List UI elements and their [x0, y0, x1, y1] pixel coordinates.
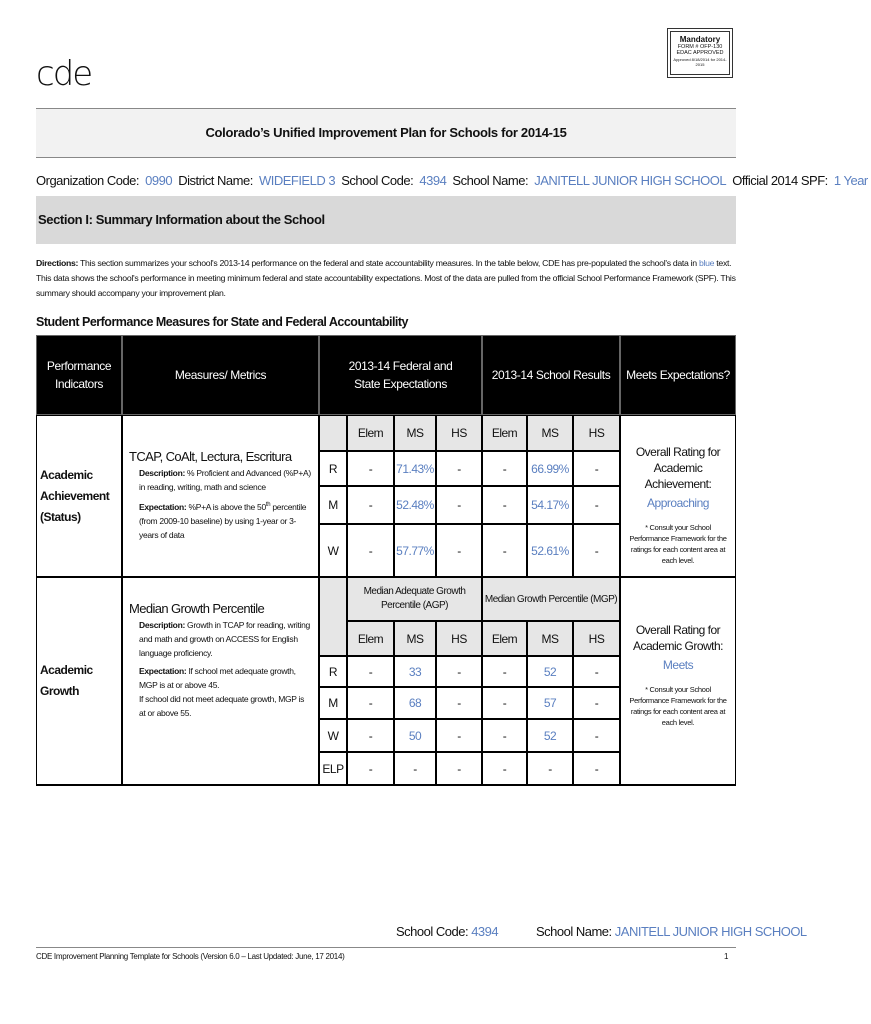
measure-expectation [129, 498, 312, 542]
level-header-hs: HS [436, 621, 482, 656]
expectation-cell: 68 [394, 687, 436, 719]
indicator-text: Academic Achievement (Status) [40, 467, 110, 524]
rating-value: Meets [662, 658, 694, 672]
result-cell: 52.61% [527, 524, 573, 577]
stamp-line: FORM # OFP-130 [677, 44, 723, 50]
section-heading: Section I: Summary Information about the School [36, 196, 736, 244]
header-measures [122, 335, 319, 415]
measure-growth [122, 577, 319, 785]
measure-description [129, 466, 312, 494]
subject-w: W [319, 719, 347, 752]
org-code-label: Organization Code: [36, 173, 140, 188]
subject-w: W [319, 524, 347, 577]
footer-value: JANITELL JUNIOR HIGH SCHOOL [614, 924, 807, 939]
meets-achievement [620, 415, 736, 577]
result-cell: 57 [527, 687, 573, 719]
rating-value: Approaching [647, 496, 709, 510]
directions-label: Directions: [36, 258, 79, 268]
expectation-cell: - [347, 451, 394, 486]
level-header-hs: HS [436, 415, 482, 451]
mgp-header-text: Median Growth Percentile (MGP) [484, 593, 618, 605]
stamp-line: Approved 8/18/2014 for 2014-2015 [673, 57, 727, 67]
result-cell: - [573, 752, 620, 785]
agp-header-text: Median Adequate Growth Percentile (AGP) [363, 586, 466, 611]
result-cell: - [482, 524, 527, 577]
level-header-hs: HS [573, 621, 620, 656]
footer-value: 4394 [471, 924, 499, 939]
header-text: Meets Expectations? [626, 368, 730, 382]
expectation-text: percentile (from 2009-10 baseline) by using 1-year or 3-years of data [139, 501, 307, 540]
expectation-cell: - [436, 656, 482, 687]
description-text: Growth in TCAP for reading, writing and math and growth on ACCESS for English language proficiency. [139, 620, 310, 658]
expectation-label: Expectation: [139, 501, 187, 512]
spf-value: 1 Year [833, 173, 868, 188]
expectation-cell: 57.77% [394, 524, 436, 577]
result-cell: - [482, 656, 527, 687]
result-cell: - [573, 687, 620, 719]
level-header-ms: MS [394, 621, 436, 656]
result-cell: - [527, 752, 573, 785]
footer-school-code [396, 924, 498, 939]
level-header-elem: Elem [347, 415, 394, 451]
rating-title: Overall Rating for Academic Growth: [632, 623, 724, 653]
footer-label: School Code: [396, 924, 469, 939]
rating-note: * Consult your School Performance Framework for the ratings for each content area at each level. [629, 685, 727, 727]
result-cell: 52 [527, 656, 573, 687]
expectation-cell: 52.48% [394, 486, 436, 524]
rating-note: * Consult your School Performance Framework for the ratings for each content area at each level. [629, 523, 727, 565]
mgp-header [482, 577, 620, 621]
result-cell: - [573, 451, 620, 486]
table-title: Student Performance Measures for State and Federal Accountability [36, 315, 408, 329]
measure-expectation [129, 664, 312, 720]
result-cell: - [573, 719, 620, 752]
subject-m: M [319, 687, 347, 719]
expectation-cell: 71.43% [394, 451, 436, 486]
org-info-line [36, 173, 871, 188]
description-label: Description: [139, 620, 185, 630]
header-indicators [36, 335, 122, 415]
footer-template-text: CDE Improvement Planning Template for Schools (Version 6.0 – Last Updated: June, 17 2014) [36, 952, 345, 961]
subject-elp: ELP [319, 752, 347, 785]
expectation-cell: - [347, 524, 394, 577]
district-label: District Name: [178, 173, 253, 188]
expectation-cell: - [436, 752, 482, 785]
expectation-cell: - [436, 719, 482, 752]
footer-label: School Name: [536, 924, 612, 939]
subject-r: R [319, 451, 347, 486]
measure-title: TCAP, CoAlt, Lectura, Escritura [129, 449, 292, 464]
level-header-elem: Elem [482, 415, 527, 451]
result-cell: - [573, 656, 620, 687]
directions-part: This section summarizes your school's 2013-14 performance on the federal and state accountability measures. In the table below, CDE has pre-populated the school's data in [78, 258, 699, 268]
meets-growth [620, 577, 736, 785]
expectation-cell: - [347, 486, 394, 524]
expectation-cell: - [347, 719, 394, 752]
expectation-cell: - [436, 486, 482, 524]
expectation-sup: th [265, 502, 271, 508]
district-value: WIDEFIELD 3 [258, 173, 336, 188]
result-cell: - [573, 524, 620, 577]
result-cell: 52 [527, 719, 573, 752]
expectation-text: If school did not meet adequate growth, MGP is at or above 55. [139, 694, 305, 718]
header-text: Performance Indicators [46, 359, 112, 391]
expectation-cell: - [347, 687, 394, 719]
level-header-ms: MS [527, 621, 573, 656]
result-cell: 66.99% [527, 451, 573, 486]
school-code-label: School Code: [341, 173, 414, 188]
expectation-cell: - [347, 752, 394, 785]
school-name-label: School Name: [452, 173, 529, 188]
agp-header [347, 577, 482, 621]
expectation-label: Expectation: [139, 666, 187, 676]
header-meets [620, 335, 736, 415]
rating-title: Overall Rating for Academic Achievement: [635, 445, 721, 491]
indicator-growth [36, 577, 122, 785]
result-cell: - [573, 486, 620, 524]
expectation-cell: 50 [394, 719, 436, 752]
org-code-value: 0990 [145, 173, 173, 188]
result-cell: - [482, 752, 527, 785]
school-code-value: 4394 [419, 173, 447, 188]
result-cell: - [482, 687, 527, 719]
level-header-elem: Elem [347, 621, 394, 656]
school-name-value: JANITELL JUNIOR HIGH SCHOOL [534, 173, 727, 188]
expectation-cell: - [436, 524, 482, 577]
page-number: 1 [724, 952, 729, 961]
stamp-line: Mandatory [679, 35, 721, 44]
measure-description [129, 618, 312, 660]
header-expectations [319, 335, 482, 415]
level-header-ms: MS [527, 415, 573, 451]
expectation-text: If school met adequate growth, MGP is at or above 45. [139, 666, 296, 690]
subject-r: R [319, 656, 347, 687]
header-text: 2013-14 School Results [491, 368, 611, 382]
header-text: 2013-14 Federal and State Expectations [348, 359, 453, 391]
expectation-cell: 33 [394, 656, 436, 687]
expectation-text: %P+A is above the 50 [186, 501, 266, 512]
footer-rule [36, 947, 736, 948]
indicator-text: Academic Growth [40, 663, 93, 698]
header-text: Measures/ Metrics [174, 368, 267, 382]
subject-header-blank [319, 415, 347, 451]
result-cell: - [482, 451, 527, 486]
measure-achievement [122, 415, 319, 577]
cde-logo: cde [36, 54, 92, 94]
level-header-elem: Elem [482, 621, 527, 656]
expectation-cell: - [394, 752, 436, 785]
subject-header-blank [319, 577, 347, 656]
result-cell: - [482, 719, 527, 752]
indicator-achievement [36, 415, 122, 577]
expectation-cell: - [347, 656, 394, 687]
directions-blue-word: blue [698, 258, 715, 268]
expectation-cell: - [436, 451, 482, 486]
header-results [482, 335, 620, 415]
description-label: Description: [139, 468, 185, 478]
spf-label: Official 2014 SPF: [732, 173, 828, 188]
footer-school-name [536, 924, 807, 939]
directions-text [36, 256, 736, 301]
result-cell: - [482, 486, 527, 524]
measure-title: Median Growth Percentile [129, 601, 265, 616]
description-text: % Proficient and Advanced (%P+A) in reading, writing, math and science [139, 468, 311, 492]
level-header-ms: MS [394, 415, 436, 451]
level-header-hs: HS [573, 415, 620, 451]
result-cell: 54.17% [527, 486, 573, 524]
plan-title: Colorado’s Unified Improvement Plan for Schools for 2014-15 [36, 108, 736, 158]
expectation-cell: - [436, 687, 482, 719]
stamp-line: EDAC APPROVED [676, 50, 724, 56]
subject-m: M [319, 486, 347, 524]
directions-part: text. This data shows the school's performance in meeting minimum federal and state accountability expectations. Most of the data are pulled from the official School Performance Framework (SPF). This summary should accompany your improvement plan. [36, 258, 736, 298]
mandatory-stamp [667, 28, 733, 78]
